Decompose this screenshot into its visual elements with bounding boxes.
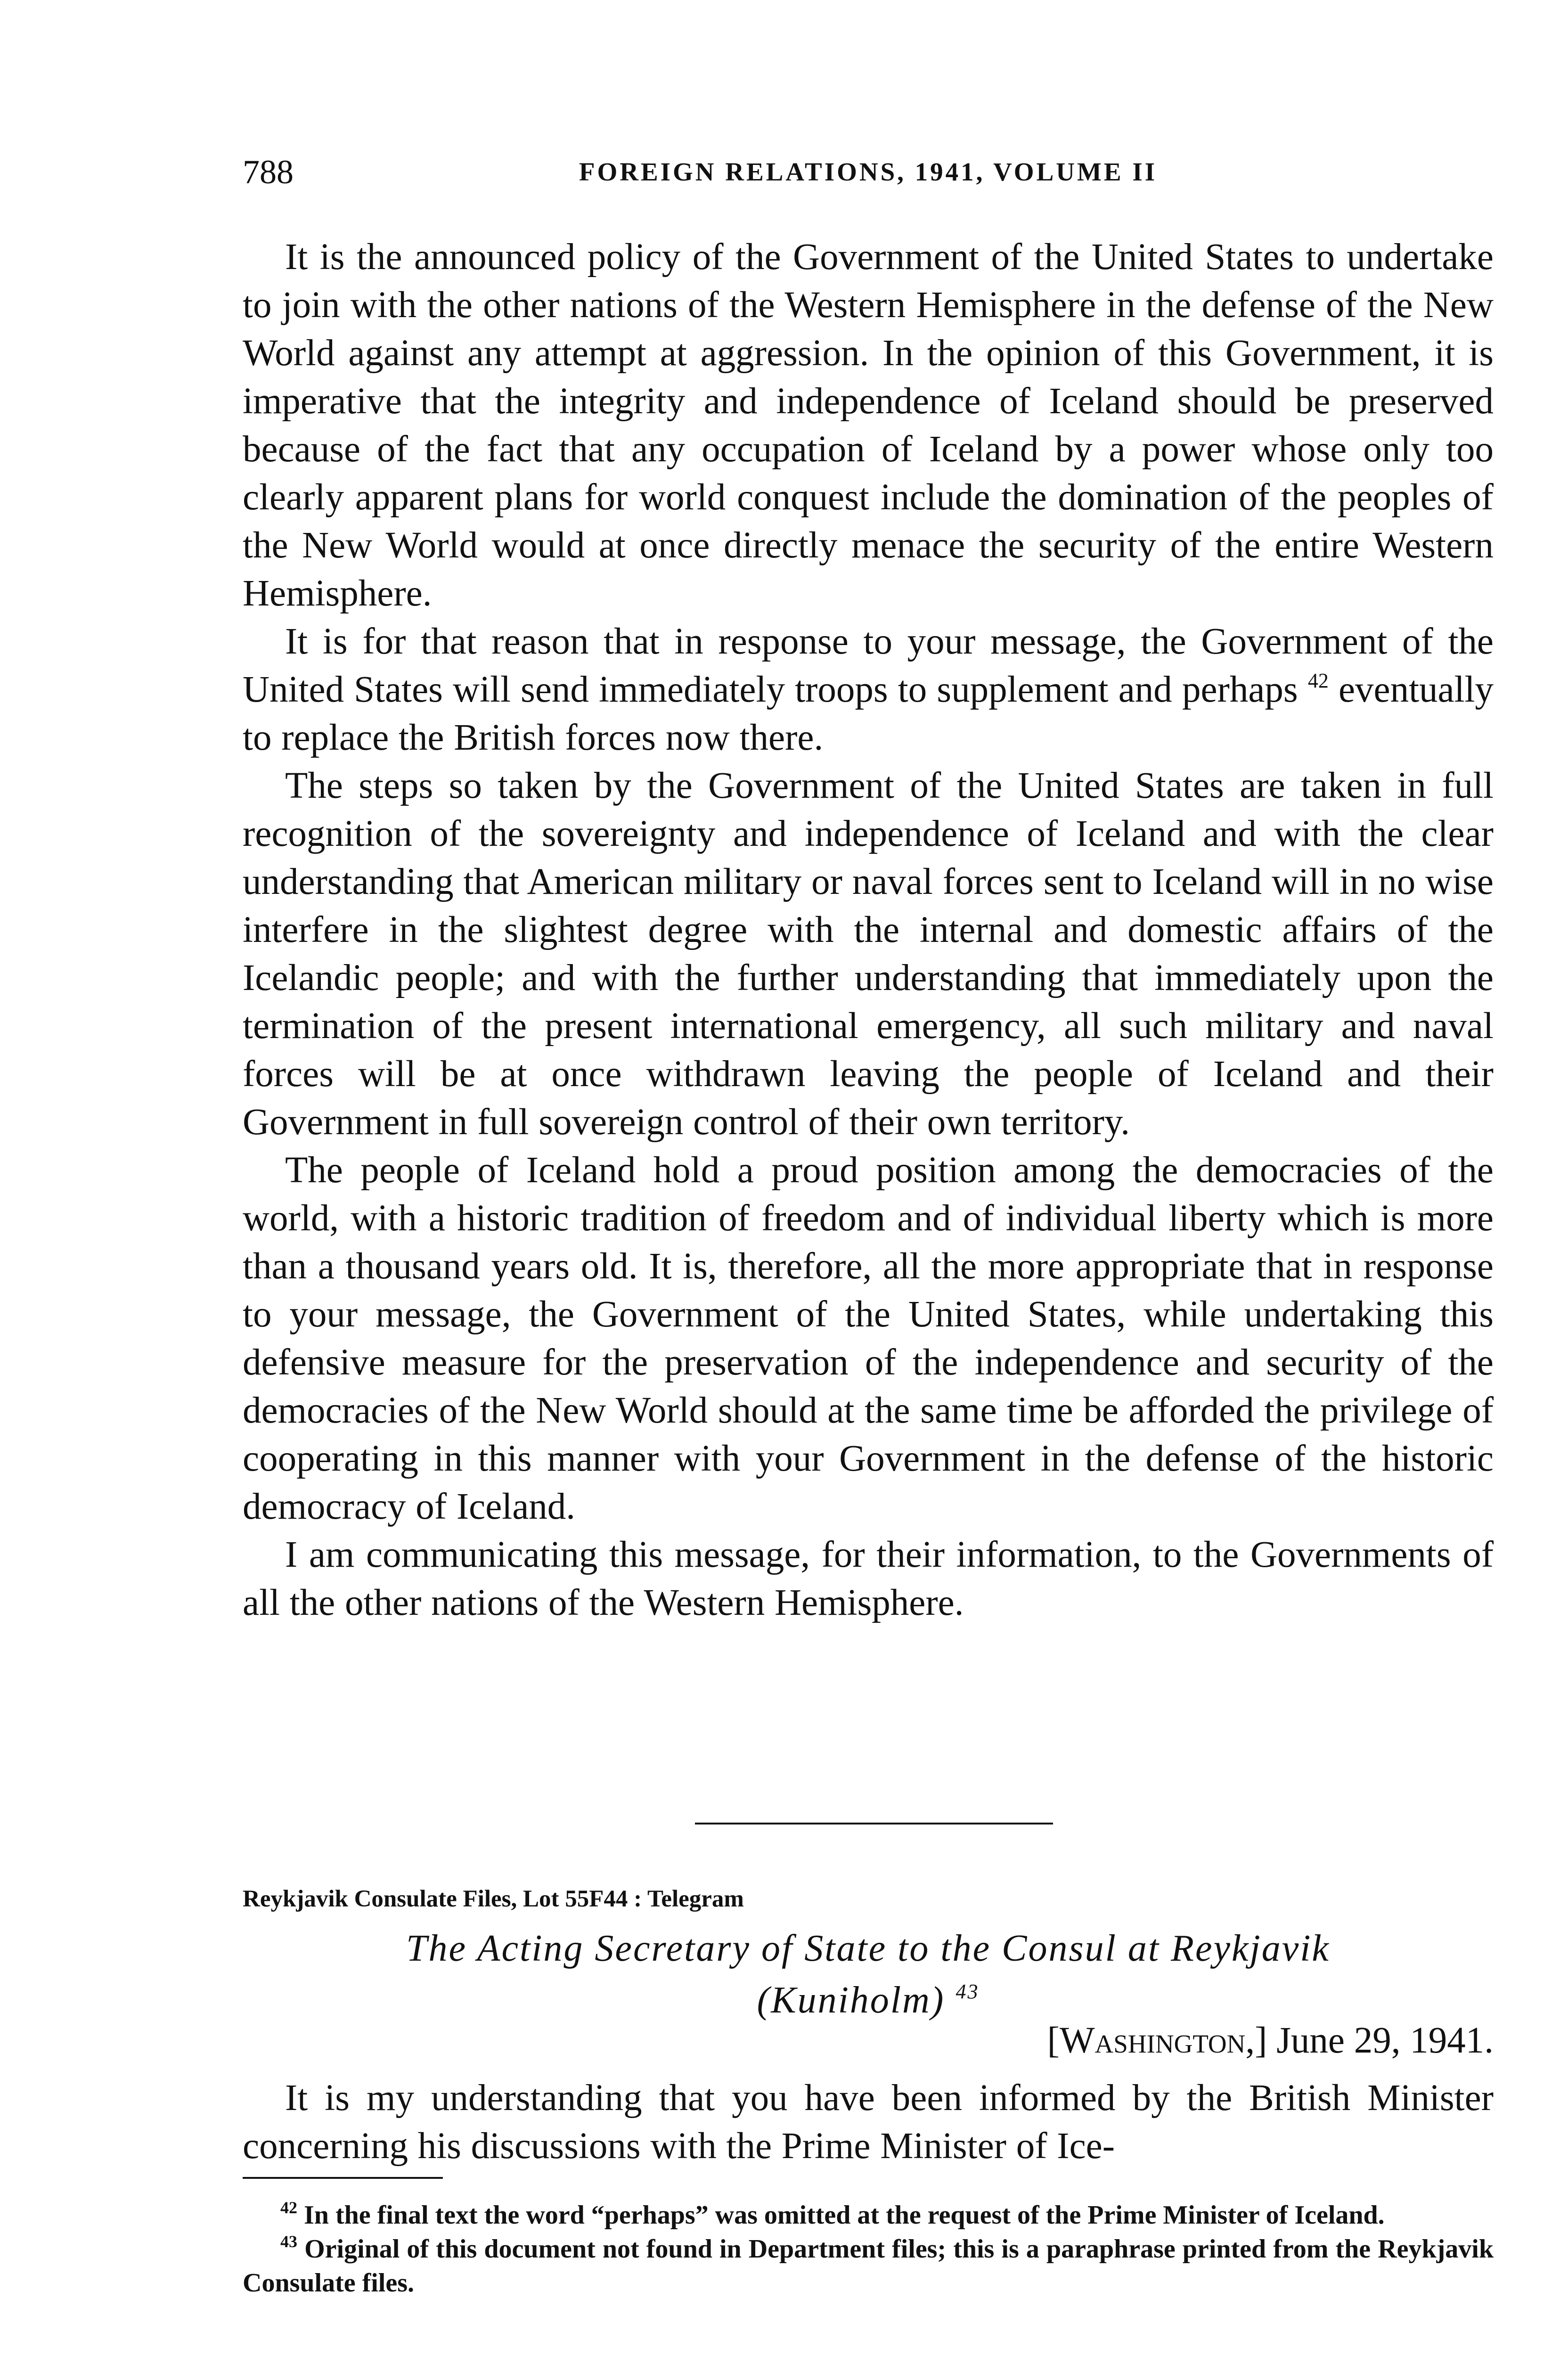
footnote-text: In the final text the word “perhaps” was omitted at the request of the Prime Minister of Iceland.	[304, 2201, 1385, 2230]
dateline-place: Washington,	[1059, 2020, 1255, 2061]
paragraph: I am communicating this message, for their information, to the Governments of all the other nations of the Western Hemisphere.	[243, 1534, 1494, 1623]
paragraph: It is my understanding that you have been informed by the British Minister concerning his discussions with the Prime Minister of Ice-	[243, 2078, 1494, 2167]
footnote-reference: 42	[1307, 669, 1329, 692]
paragraph: It is the announced policy of the Government of the United States to undertake to join with the other nations of the Western Hemisphere in the defense of the New World against any attempt at aggression. In the opinion of this Government, it is imperative that the integrity and independence of Iceland should be preserved because of the fact that any occupation of Iceland by a power whose only too clearly apparent plans for world conquest include the domination of the peoples of the New World would at once directly menace the security of the entire Western Hemisphere.	[243, 237, 1494, 614]
telegram-body	[243, 2074, 1494, 2170]
paragraph: The steps so taken by the Government of the United States are taken in full recognition of the sovereignty and independence of Iceland and with the clear understanding that American military or naval forces sent to Iceland will in no wise interfere in the slightest degree with the internal and domestic affairs of the Icelandic people; and with the further understanding that immediately upon the termination of the present international emergency, all such military and naval forces will be at once withdrawn leaving the people of Iceland and their Government in full sovereign control of their own territory.	[243, 765, 1494, 1143]
footnote	[243, 2232, 1494, 2300]
paragraph-text: It is for that reason that in response to your message, the Government of the United States will send immediately troops to supplement and perhaps	[243, 621, 1494, 710]
dateline: [Washington,] June 29, 1941.	[1047, 2020, 1494, 2061]
paragraph: The people of Iceland hold a proud position among the democracies of the world, with a historic tradition of freedom and of individual liberty which is more than a thousand years old. It is, therefore, all the more appropriate that in response to your message, the Government of the United States, while undertaking this defensive measure for the preservation of the independence and security of the democracies of the New World should at the same time be afforded the privilege of cooperating in this manner with your Government in the defense of the historic democracy of Iceland.	[243, 1150, 1494, 1527]
body-text	[243, 233, 1494, 1627]
page-number: 788	[243, 153, 294, 191]
document-source: Reykjavik Consulate Files, Lot 55F44 : Telegram	[243, 1886, 744, 1912]
section-divider	[695, 1823, 1053, 1824]
footnote-number: 43	[280, 2232, 297, 2251]
dateline-date: June 29, 1941.	[1276, 2020, 1494, 2061]
document-title-line: The Acting Secretary of State to the Consul at Reykjavik	[406, 1928, 1330, 1969]
footnote-divider	[243, 2177, 443, 2179]
footnote-text: Original of this document not found in Department files; this is a paraphrase printed from the Reykjavik Consulate files.	[243, 2234, 1494, 2298]
document-recipient: (Kuniholm)	[757, 1980, 945, 2021]
running-head: FOREIGN RELATIONS, 1941, VOLUME II	[579, 157, 1158, 186]
footnotes	[243, 2198, 1494, 2300]
page-header	[243, 146, 1494, 198]
paragraph	[243, 618, 1494, 762]
footnote-number: 42	[280, 2198, 297, 2217]
document-title	[243, 1922, 1494, 2026]
paragraph-text: eventually to replace the British forces now there.	[243, 669, 1494, 758]
footnote	[243, 2198, 1494, 2232]
footnote-reference: 43	[956, 1980, 980, 2003]
